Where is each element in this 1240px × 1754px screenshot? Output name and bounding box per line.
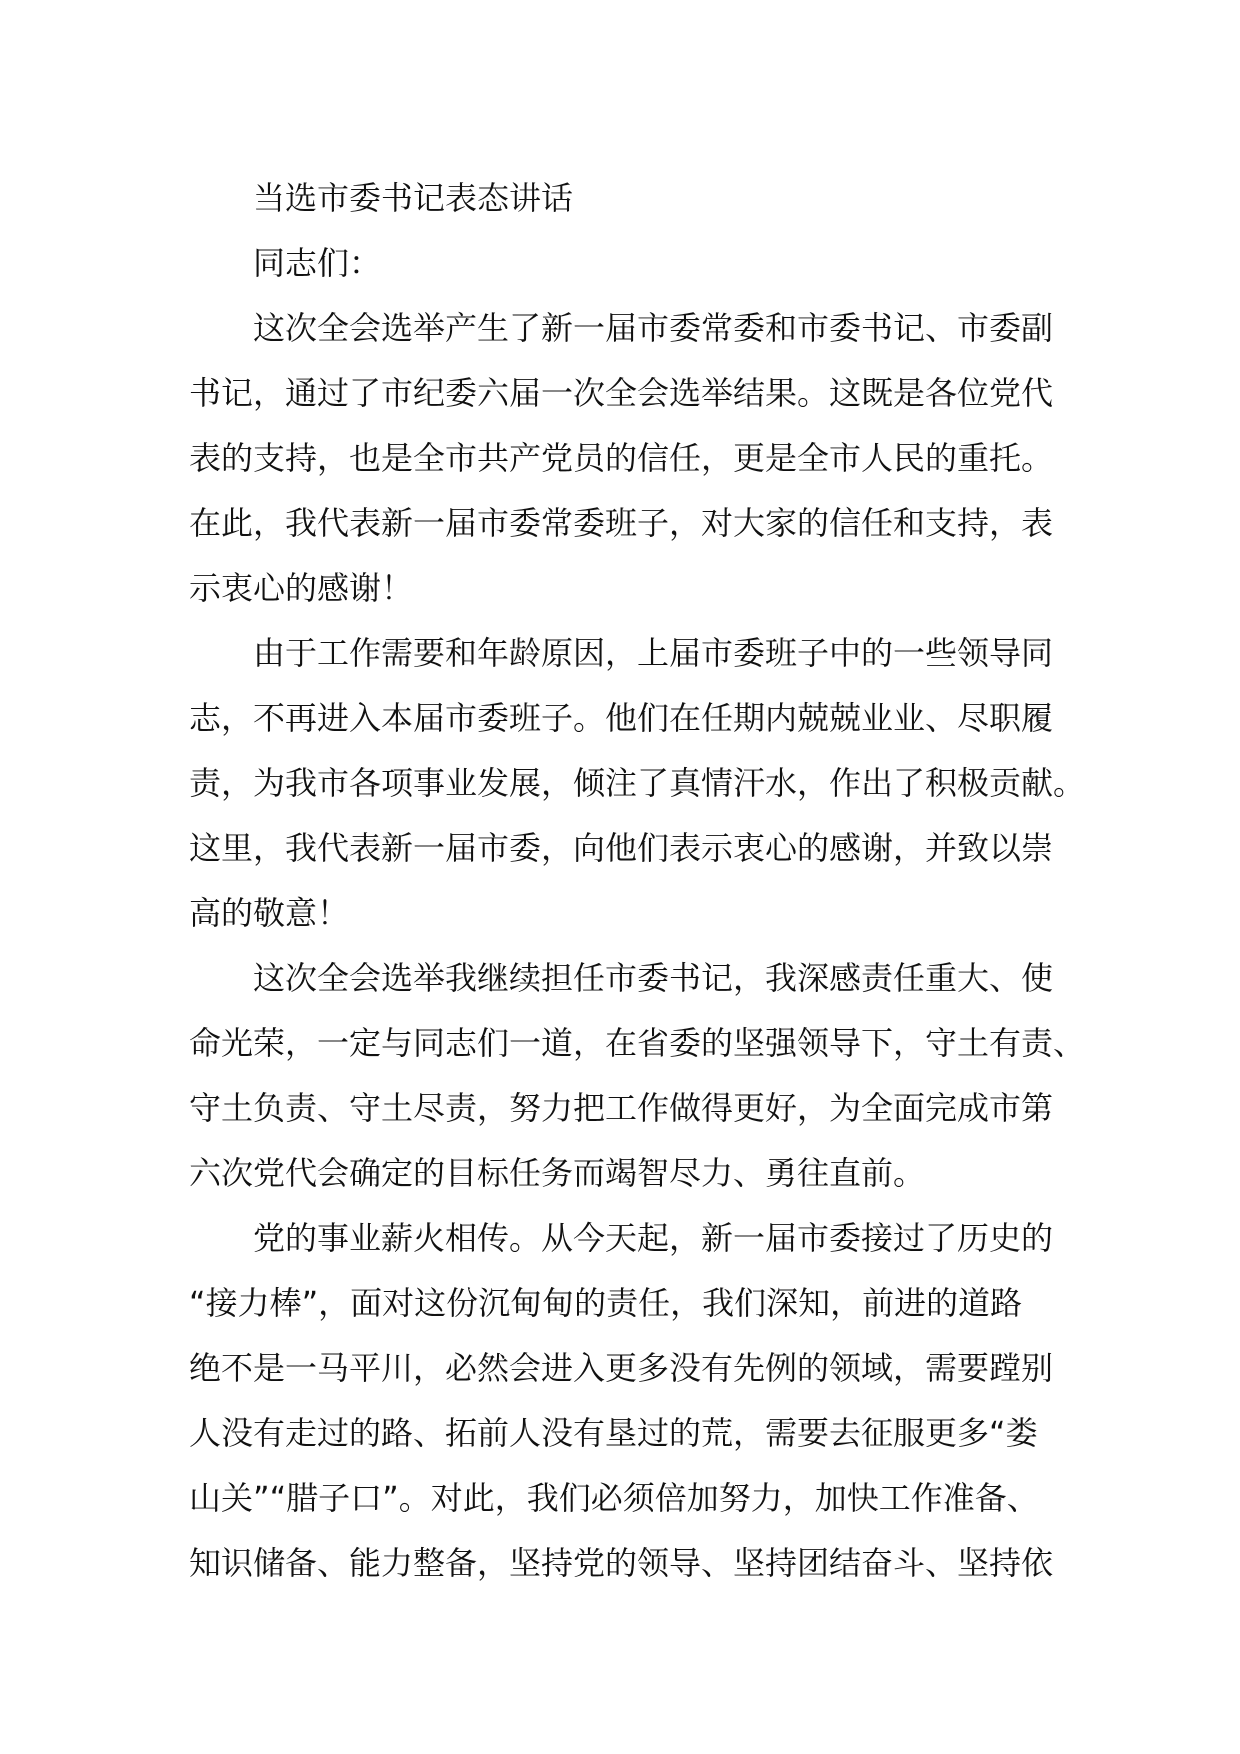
paragraph-line: 示衷心的感谢！ xyxy=(189,569,414,607)
salutation: 同志们： xyxy=(253,244,382,282)
paragraph-line: 人没有走过的路、拓前人没有垦过的荒，需要去征服更多“娄 xyxy=(189,1414,1038,1452)
paragraph-line: 高的敬意！ xyxy=(189,894,350,932)
paragraph-line: 绝不是一马平川，必然会进入更多没有先例的领域，需要蹚别 xyxy=(189,1349,1054,1387)
paragraph-4 xyxy=(189,1206,1149,1596)
paragraph-line: 知识储备、能力整备，坚持党的领导、坚持团结奋斗、坚持依 xyxy=(189,1544,1054,1582)
paragraph-line: 命光荣，一定与同志们一道，在省委的坚强领导下，守土有责、 xyxy=(189,1024,1086,1062)
paragraph-line: 这次全会选举我继续担任市委书记，我深感责任重大、使 xyxy=(253,959,1054,997)
paragraph-line: 责，为我市各项事业发展，倾注了真情汗水，作出了积极贡献。 xyxy=(189,764,1086,802)
paragraph-2 xyxy=(189,621,1149,946)
paragraph-line: 守土负责、守土尽责，努力把工作做得更好，为全面完成市第 xyxy=(189,1089,1054,1127)
paragraph-line: “接力棒”，面对这份沉甸甸的责任，我们深知，前进的道路 xyxy=(189,1284,1023,1322)
document-body xyxy=(189,166,1149,1596)
paragraph-line: 书记，通过了市纪委六届一次全会选举结果。这既是各位党代 xyxy=(189,374,1054,412)
paragraph-1 xyxy=(189,296,1149,621)
document-title: 当选市委书记表态讲话 xyxy=(253,179,574,217)
paragraph-line: 表的支持，也是全市共产党员的信任，更是全市人民的重托。 xyxy=(189,439,1054,477)
paragraph-line: 这里，我代表新一届市委，向他们表示衷心的感谢，并致以崇 xyxy=(189,829,1054,867)
paragraph-3 xyxy=(189,946,1149,1206)
paragraph-line: 山关”“腊子口”。对此，我们必须倍加努力，加快工作准备、 xyxy=(189,1479,1039,1517)
paragraph-line: 党的事业薪火相传。从今天起，新一届市委接过了历史的 xyxy=(253,1219,1054,1257)
paragraph-line: 由于工作需要和年龄原因，上届市委班子中的一些领导同 xyxy=(253,634,1054,672)
paragraph-line: 在此，我代表新一届市委常委班子，对大家的信任和支持，表 xyxy=(189,504,1054,542)
paragraph-line: 这次全会选举产生了新一届市委常委和市委书记、市委副 xyxy=(253,309,1054,347)
paragraph-line: 六次党代会确定的目标任务而竭智尽力、勇往直前。 xyxy=(189,1154,926,1192)
paragraph-line: 志，不再进入本届市委班子。他们在任期内兢兢业业、尽职履 xyxy=(189,699,1054,737)
